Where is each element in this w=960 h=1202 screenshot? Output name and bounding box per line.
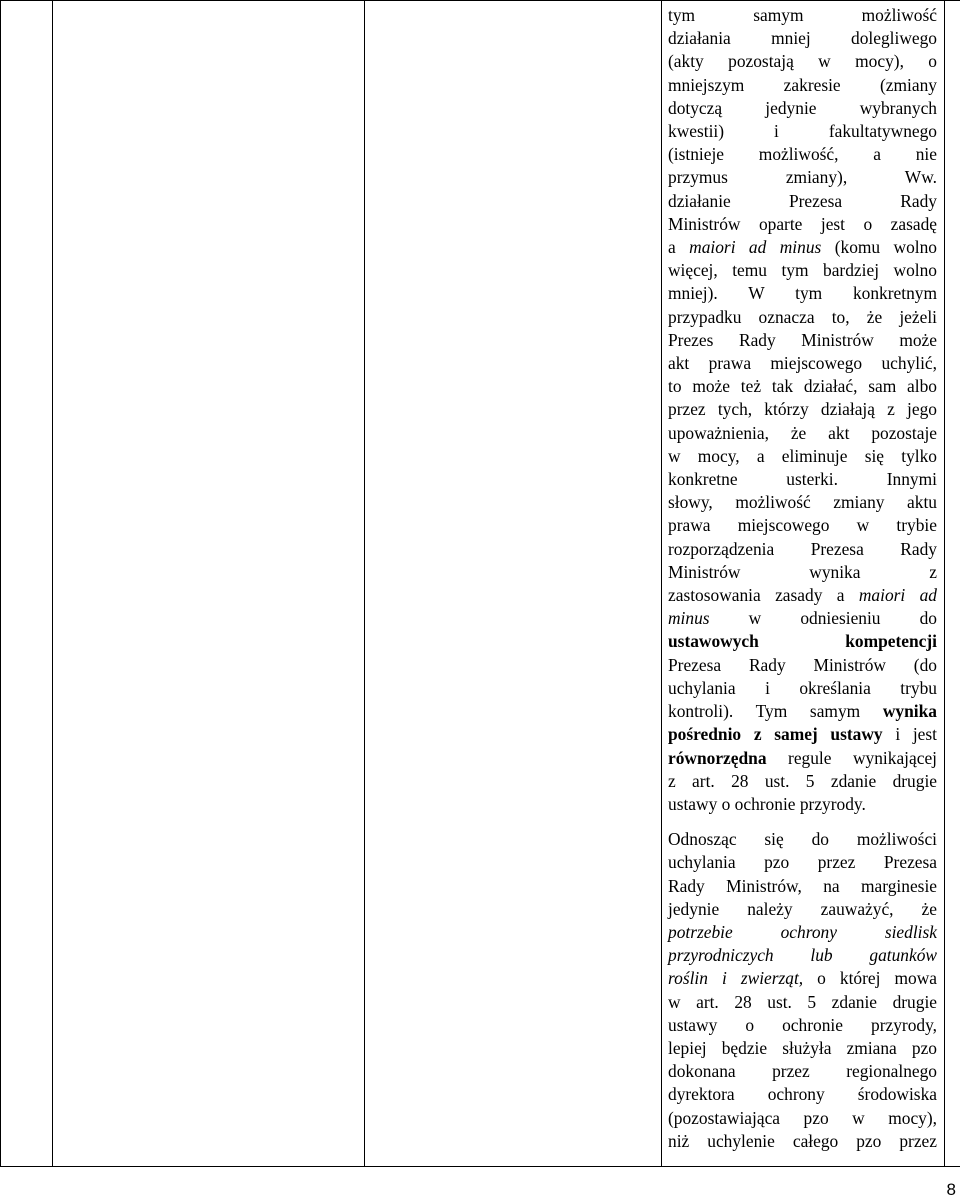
text-line	[668, 1083, 937, 1106]
italic-text: roślin i zwierząt,	[668, 968, 804, 989]
text-run: lepiej będzie służyła zmiana pzo	[668, 1037, 937, 1058]
text-run: (komu wolno	[821, 237, 937, 258]
paragraph-1	[668, 4, 937, 816]
text-line	[668, 259, 937, 282]
bold-text: równorzędna	[668, 747, 767, 768]
text-run: ustawy o ochronie przyrody.	[668, 793, 866, 814]
text-line	[668, 654, 937, 677]
text-run: Ministrów wynika z	[668, 561, 937, 582]
text-run: Prezesa Rady Ministrów (do	[668, 654, 937, 675]
text-line	[668, 561, 937, 584]
text-run: uchylania pzo przez Prezesa	[668, 852, 937, 873]
text-run: dyrektora ochrony środowiska	[668, 1084, 937, 1105]
text-run: ustawy o ochronie przyrody,	[668, 1014, 937, 1035]
text-line	[668, 607, 937, 630]
text-line	[668, 50, 937, 73]
text-line	[668, 375, 937, 398]
bold-text: wynika	[882, 701, 937, 722]
text-run: działania mniej dolegliwego	[668, 28, 937, 49]
text-line	[668, 143, 937, 166]
bold-text: ustawowych kompetencji	[668, 631, 937, 652]
text-run: jedynie należy zauważyć, że	[668, 898, 937, 919]
text-line	[668, 921, 937, 944]
text-run: w mocy, a eliminuje się tylko	[668, 445, 937, 466]
text-line	[668, 584, 937, 607]
text-run: zastosowania zasady a	[668, 585, 859, 606]
text-line	[668, 677, 937, 700]
italic-text: maiori ad minus	[689, 237, 822, 258]
text-run: przymus zmiany), Ww.	[668, 167, 937, 188]
text-line	[668, 1014, 937, 1037]
text-line	[668, 514, 937, 537]
text-run: (akty pozostają w mocy), o	[668, 51, 937, 72]
text-run: przypadku oznacza to, że jeżeli	[668, 306, 937, 327]
text-line	[668, 491, 937, 514]
text-line	[668, 27, 937, 50]
text-line	[668, 723, 937, 746]
text-line	[668, 538, 937, 561]
text-line	[668, 898, 937, 921]
text-line	[668, 166, 937, 189]
text-line	[668, 770, 937, 793]
text-run: kontroli). Tym samym	[668, 701, 883, 722]
bold-text: pośrednio z samej ustawy	[668, 724, 883, 745]
italic-text: potrzebie ochrony siedlisk	[668, 921, 937, 942]
italic-text: maiori ad	[858, 585, 937, 606]
text-run: Rady Ministrów, na marginesie	[668, 875, 937, 896]
text-line	[668, 236, 937, 259]
text-line	[668, 700, 937, 723]
text-line	[668, 282, 937, 305]
text-run: (pozostawiająca pzo w mocy),	[668, 1107, 937, 1128]
text-run: akt prawa miejscowego uchylić,	[668, 353, 937, 374]
italic-text: minus	[668, 608, 710, 629]
text-line	[668, 468, 937, 491]
text-line	[668, 793, 937, 816]
text-line	[668, 213, 937, 236]
italic-text: przyrodniczych lub gatunków	[668, 945, 937, 966]
text-line	[668, 190, 937, 213]
text-run: dokonana przez regionalnego	[668, 1061, 937, 1082]
text-run: słowy, możliwość zmiany aktu	[668, 492, 937, 513]
table-border-left	[0, 0, 1, 1166]
text-run: a	[668, 237, 690, 258]
text-run: dotyczą jedynie wybranych	[668, 97, 937, 118]
table-border-right	[944, 0, 945, 1166]
text-run: o której mowa	[803, 968, 937, 989]
text-run: Ministrów oparte jest o zasadę	[668, 213, 937, 234]
text-run: kwestii) i fakultatywnego	[668, 121, 937, 142]
page-number: 8	[946, 1180, 956, 1199]
text-run: regule wynikającej	[766, 747, 937, 768]
text-run: upoważnienia, że akt pozostaje	[668, 422, 937, 443]
text-run: w art. 28 ust. 5 zdanie drugie	[668, 991, 937, 1012]
text-line	[668, 329, 937, 352]
text-line	[668, 991, 937, 1014]
text-run: to może też tak działać, sam albo	[668, 376, 937, 397]
text-run: i jest	[882, 724, 937, 745]
text-run: uchylania i określania trybu	[668, 677, 937, 698]
text-line	[668, 944, 937, 967]
column-divider-3	[661, 0, 662, 1166]
text-line	[668, 1060, 937, 1083]
text-run: z art. 28 ust. 5 zdanie drugie	[668, 770, 937, 791]
column-divider-2	[364, 0, 365, 1166]
text-line	[668, 828, 937, 851]
text-run: mniej). W tym konkretnym	[668, 283, 937, 304]
text-line	[668, 120, 937, 143]
text-line	[668, 1107, 937, 1130]
text-line	[668, 4, 937, 27]
text-run: (istnieje możliwość, a nie	[668, 144, 937, 165]
text-line	[668, 398, 937, 421]
text-run: Odnosząc się do możliwości	[668, 829, 937, 850]
text-line	[668, 630, 937, 653]
text-column	[668, 4, 937, 1153]
text-line	[668, 851, 937, 874]
paragraph-gap	[668, 816, 937, 828]
text-run: mniejszym zakresie (zmiany	[668, 74, 937, 95]
text-line	[668, 445, 937, 468]
text-line	[668, 967, 937, 990]
text-run: więcej, temu tym bardziej wolno	[668, 260, 937, 281]
text-line	[668, 422, 937, 445]
text-line	[668, 306, 937, 329]
text-run: tym samym możliwość	[668, 5, 937, 25]
text-run: Prezes Rady Ministrów może	[668, 329, 937, 350]
text-line	[668, 352, 937, 375]
table-top-border	[0, 0, 960, 1]
text-line	[668, 74, 937, 97]
text-run: przez tych, którzy działają z jego	[668, 399, 937, 420]
text-line	[668, 1130, 937, 1153]
column-divider-1	[52, 0, 53, 1166]
text-line	[668, 1037, 937, 1060]
text-run: prawa miejscowego w trybie	[668, 515, 937, 536]
table-bottom-border	[0, 1166, 960, 1167]
text-run: niż uchylenie całego pzo przez	[668, 1130, 937, 1151]
text-line	[668, 97, 937, 120]
text-line	[668, 747, 937, 770]
text-line	[668, 875, 937, 898]
text-run: rozporządzenia Prezesa Rady	[668, 538, 937, 559]
text-run: działanie Prezesa Rady	[668, 190, 937, 211]
text-run: w odniesieniu do	[709, 608, 937, 629]
paragraph-2	[668, 828, 937, 1153]
text-run: konkretne usterki. Innymi	[668, 469, 937, 490]
